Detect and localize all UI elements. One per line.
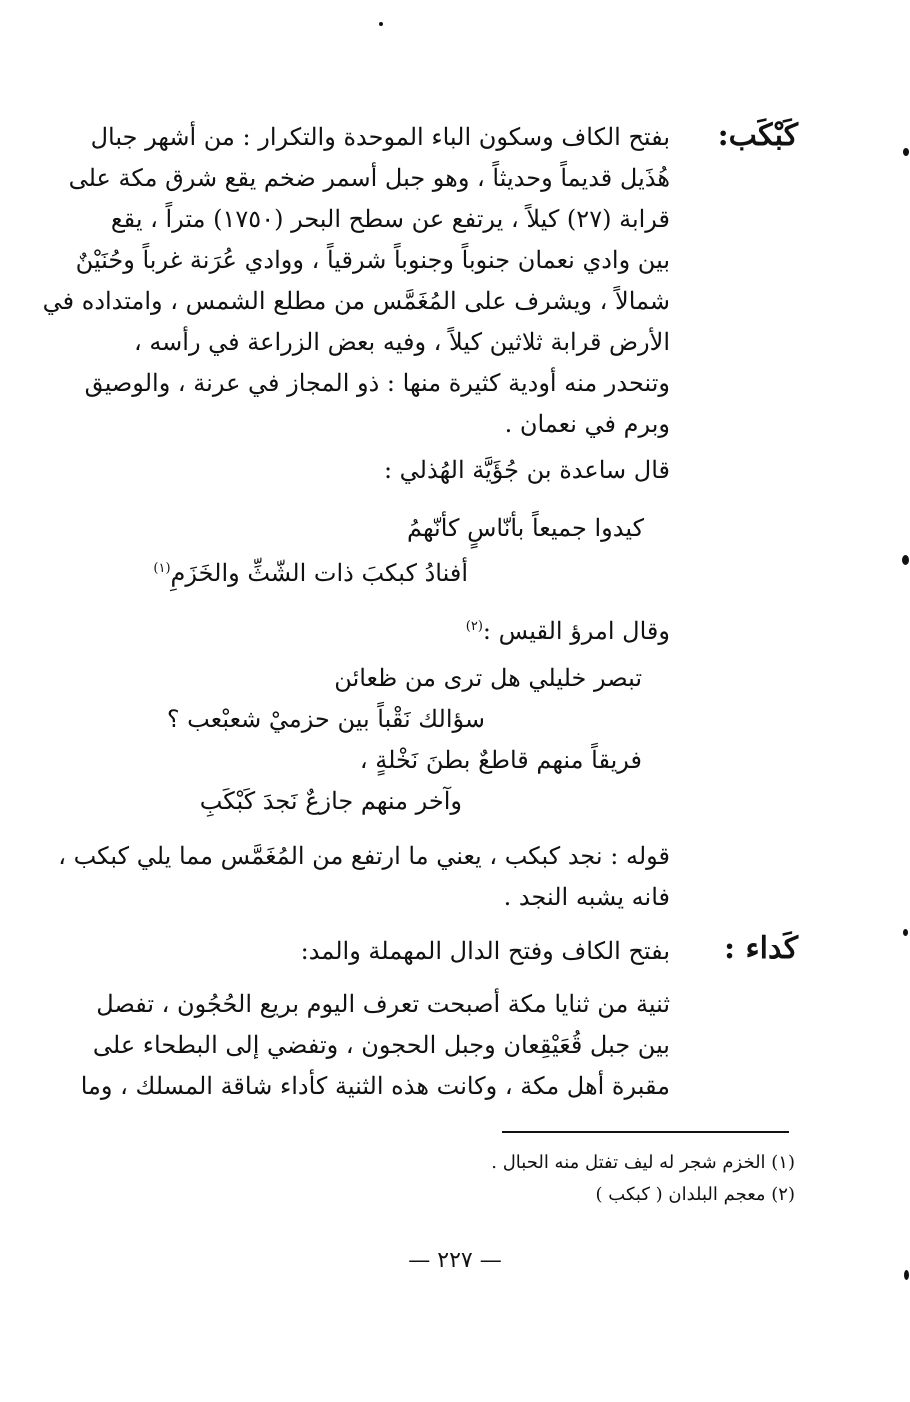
quote-intro-text: وقال امرؤ القيس :: [482, 617, 670, 645]
footnote: (٢) معجم البلدان ( كبكب ): [595, 1184, 795, 1205]
footnote-marker: (١): [153, 561, 171, 576]
entry-line: شمالاً ، ويشرف على المُغَمَّس من مطلع الشمس ، وامتداده في: [42, 287, 670, 315]
entry-line: ثنية من ثنايا مكة أصبحت تعرف اليوم بريع الحُجُون ، تفصل: [96, 990, 670, 1018]
footnote-separator: [502, 1131, 789, 1133]
verse-text: أفنادُ كبكبَ ذات الشّثِّ والخَزَمِ: [170, 559, 468, 587]
verse-line: سؤالك نَقْباً بين حزميْ شعبْعب ؟: [166, 705, 485, 733]
entry-line: بفتح الكاف وسكون الباء الموحدة والتكرار : من أشهر جبال: [90, 123, 670, 151]
footnote-marker: (٢): [465, 619, 483, 634]
headword-kabkab: كَبْكَب:: [717, 118, 798, 153]
verse-line: كيدوا جميعاً بأنّاسٍ كأنّهمُ: [407, 514, 644, 542]
entry-line: بين وادي نعمان جنوباً وجنوباً شرقياً ، ووادي عُرَنة غرباً وحُنَيْنٌ: [75, 246, 670, 274]
verse-line: وآخر منهم جازعٌ نَجدَ كَبْكَبِ: [199, 787, 462, 815]
headword-kada: كَداء :: [724, 931, 798, 966]
footnote: (١) الخزم شجر له ليف تفتل منه الحبال .: [491, 1152, 795, 1173]
commentary-line: قوله : نجد كبكب ، يعني ما ارتفع من المُغَمَّس مما يلي كبكب ،: [58, 842, 670, 870]
page-number: — ٢٢٧ —: [408, 1248, 502, 1273]
entry-line: وتنحدر منه أودية كثيرة منها : ذو المجاز في عرنة ، والوصيق: [84, 369, 670, 397]
verse-line: فريقاً منهم قاطعٌ بطنَ نَخْلةٍ ،: [359, 746, 642, 774]
entry-line: مقبرة أهل مكة ، وكانت هذه الثنية كأداء شاقة المسلك ، وما: [80, 1072, 670, 1100]
quote-intro: قال ساعدة بن جُؤَيَّة الهُذلي :: [383, 456, 670, 484]
verse-line: تبصر خليلي هل ترى من ظعائن: [334, 664, 642, 692]
entry-line: هُذَيل قديماً وحديثاً ، وهو جبل أسمر ضخم يقع شرق مكة على: [68, 164, 670, 192]
entry-line: الأرض قرابة ثلاثين كيلاً ، وفيه بعض الزراعة في رأسه ،: [133, 328, 670, 356]
quote-intro: [466, 609, 670, 649]
verse-line: [153, 551, 468, 591]
entry-line: قرابة (٢٧) كيلاً ، يرتفع عن سطح البحر (١٧٥٠) متراً ، يقع: [110, 205, 670, 233]
scan-speck: [902, 555, 909, 565]
entry-line: وبرم في نعمان .: [504, 410, 670, 438]
scan-speck: [903, 148, 909, 156]
entry-line: بين جبل قُعَيْقِعان وجبل الحجون ، وتفضي إلى البطحاء على: [92, 1031, 670, 1059]
scan-speck: [379, 22, 383, 26]
commentary-line: فانه يشبه النجد .: [503, 883, 670, 911]
entry-line: بفتح الكاف وفتح الدال المهملة والمد:: [300, 937, 670, 965]
scan-speck: [903, 929, 908, 936]
